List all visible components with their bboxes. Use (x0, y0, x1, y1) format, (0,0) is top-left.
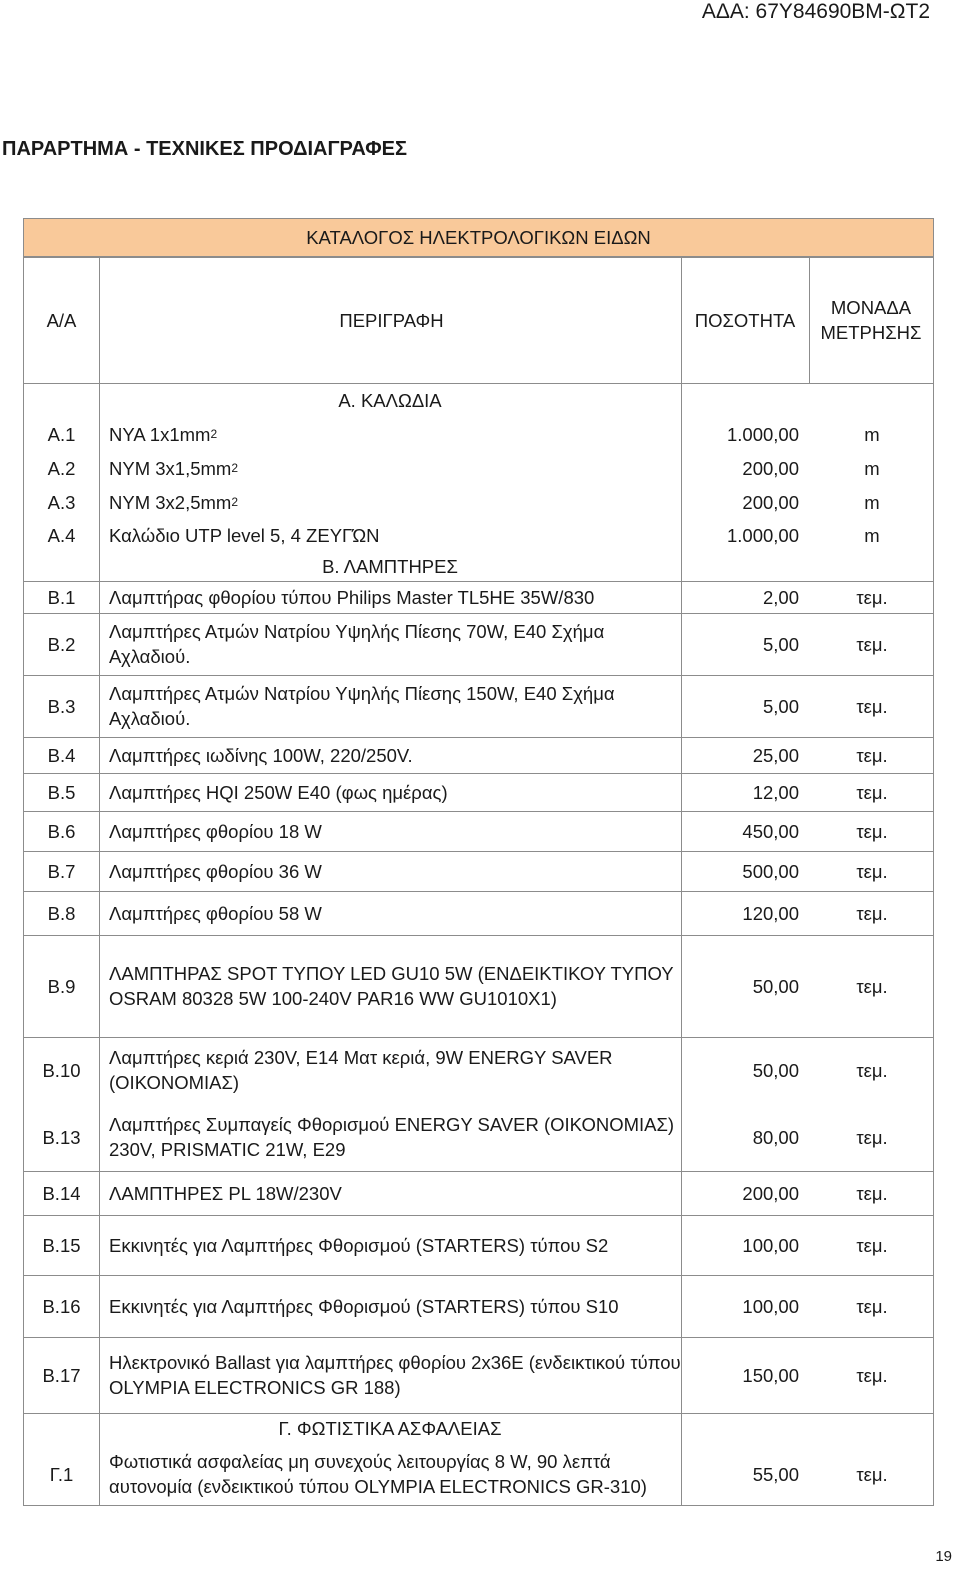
row-description: Λαμπτήρες φθορίου 36 W (109, 860, 322, 882)
header-desc: ΠΕΡΙΓΡΑΦΗ (339, 309, 444, 331)
header-unit-line2: ΜΕΤΡΗΣΗΣ (820, 322, 922, 343)
row-quantity: 450,00 (742, 820, 799, 842)
row-quantity: 100,00 (742, 1234, 799, 1256)
row-divider (24, 851, 933, 852)
row-unit: τεμ. (856, 1059, 888, 1081)
row-number: Β.15 (42, 1234, 81, 1256)
row-number: Β.14 (42, 1182, 81, 1204)
row-description: ΝΥΜ 3x2,5mm 2 (99, 485, 684, 519)
row-number: Γ.1 (49, 1463, 74, 1485)
row-quantity: 50,00 (752, 975, 799, 997)
row-description: Εκκινητές για Λαμπτήρες Φθορισμού (STARTERS) τύπου S2 (109, 1234, 609, 1256)
column-divider (681, 257, 682, 1505)
row-quantity: 200,00 (742, 1182, 799, 1204)
row-quantity: 100,00 (742, 1295, 799, 1317)
row-quantity: 55,00 (752, 1463, 799, 1485)
row-number: Β.10 (42, 1059, 81, 1081)
row-divider (24, 257, 933, 258)
row-number: Β.9 (47, 975, 76, 997)
row-quantity: 80,00 (752, 1126, 799, 1148)
row-divider (24, 675, 933, 676)
row-quantity: 5,00 (762, 695, 799, 717)
row-divider (24, 613, 933, 614)
row-description: Λαμπτήρας φθορίου τύπου Philips Master TL5HE 35W/830 (109, 586, 595, 608)
row-quantity: 2,00 (762, 586, 799, 608)
row-divider (24, 581, 933, 582)
row-number: Β.7 (47, 860, 76, 882)
row-description: ΝΥΜ 3x1,5mm 2 (99, 451, 684, 485)
row-description: Λαμπτήρες Ατμών Νατρίου Υψηλής Πίεσης 70W, Ε40 Σχήμα Αχλαδιού. (109, 621, 605, 667)
row-divider (24, 891, 933, 892)
row-unit: m (864, 457, 880, 479)
row-number: Α.3 (47, 491, 76, 513)
row-description: ΛΑΜΠΤΗΡΑΣ SPOT ΤΥΠΟΥ LED GU10 5W (ΕΝΔΕΙΚΤΙΚΟΥ ΤΥΠΟΥ OSRAM 80328 5W 100-240V PAR16 WW GU1010X1) (109, 963, 674, 1009)
row-quantity: 500,00 (742, 860, 799, 882)
items-table (23, 218, 934, 1506)
row-description: Ηλεκτρονικό Ballast για λαμπτήρες φθορίου 2x36E (ενδεικτικού τύπου OLYMPIA ELECTRONICS GR 188) (109, 1352, 681, 1398)
row-description: Λαμπτήρες Ατμών Νατρίου Υψηλής Πίεσης 150W, Ε40 Σχήμα Αχλαδιού. (109, 683, 615, 729)
row-unit: τεμ. (856, 1182, 888, 1204)
row-divider (24, 1037, 933, 1038)
row-number: Β.16 (42, 1295, 81, 1317)
row-unit: τεμ. (856, 975, 888, 997)
row-quantity: 1.000,00 (726, 423, 799, 445)
row-unit: τεμ. (856, 1364, 888, 1386)
row-divider (24, 811, 933, 812)
column-divider (809, 257, 810, 383)
row-description: Λαμπτήρες Συμπαγείς Φθορισμού ENERGY SAVER (ΟΙΚΟΝΟΜΙΑΣ) 230V, PRISMATIC 21W, E29 (109, 1114, 675, 1160)
row-quantity: 50,00 (752, 1059, 799, 1081)
row-number: Β.13 (42, 1126, 81, 1148)
row-unit: τεμ. (856, 744, 888, 766)
row-quantity: 120,00 (742, 902, 799, 924)
row-number: Β.6 (47, 820, 76, 842)
row-unit: m (864, 491, 880, 513)
row-quantity: 12,00 (752, 781, 799, 803)
row-description: Λαμπτήρες φθορίου 18 W (109, 820, 322, 842)
row-divider (24, 935, 933, 936)
row-description: Καλώδιο UTP level 5, 4 ΖΕΥΓΏΝ (109, 524, 380, 546)
row-description: Φωτιστικά ασφαλείας μη συνεχούς λειτουργίας 8 W, 90 λεπτά αυτονομία (ενδεικτικού τύπου OLYMPIA ELECTRONICS GR-310) (109, 1451, 647, 1497)
row-quantity: 5,00 (762, 633, 799, 655)
section-heading: Β. ΛΑΜΠΤΗΡΕΣ (322, 555, 458, 577)
row-divider (24, 1215, 933, 1216)
unit-superscript: 2 (231, 461, 239, 475)
row-quantity: 1.000,00 (726, 524, 799, 546)
header-no: Α/Α (46, 309, 77, 331)
header-qty: ΠΟΣΟΤΗΤΑ (694, 309, 796, 331)
row-description: Λαμπτήρες HQI 250W E40 (φως ημέρας) (109, 781, 448, 803)
page-number: 19 (935, 1548, 952, 1565)
row-unit: τεμ. (856, 695, 888, 717)
row-unit: τεμ. (856, 1126, 888, 1148)
section-heading: Γ. ΦΩΤΙΣΤΙΚΑ ΑΣΦΑΛΕΙΑΣ (278, 1417, 502, 1439)
row-quantity: 150,00 (742, 1364, 799, 1386)
row-number: Β.2 (47, 633, 76, 655)
row-quantity: 200,00 (742, 457, 799, 479)
row-quantity: 25,00 (752, 744, 799, 766)
header-unit (809, 257, 933, 383)
row-unit: τεμ. (856, 1295, 888, 1317)
row-unit: m (864, 423, 880, 445)
table-title: ΚΑΤΑΛΟΓΟΣ ΗΛΕΚΤΡΟΛΟΓΙΚΩΝ ΕΙΔΩΝ (24, 219, 933, 257)
row-unit: m (864, 524, 880, 546)
page-title: ΠΑΡΑΡΤΗΜΑ - ΤΕΧΝΙΚΕΣ ΠΡΟΔΙΑΓΡΑΦΕΣ (2, 138, 408, 160)
section-heading: Α. ΚΑΛΩΔΙΑ (338, 389, 442, 411)
row-number: Α.4 (47, 524, 76, 546)
row-number: Α.2 (47, 457, 76, 479)
unit-superscript: 2 (231, 495, 239, 509)
row-divider (24, 383, 933, 384)
row-divider (24, 1275, 933, 1276)
row-divider (24, 773, 933, 774)
header-unit-line1: ΜΟΝΑΔΑ (830, 297, 912, 318)
row-divider (24, 1413, 933, 1414)
row-number: Β.17 (42, 1364, 81, 1386)
unit-superscript: 2 (210, 427, 218, 441)
row-divider (24, 1171, 933, 1172)
row-unit: τεμ. (856, 1463, 888, 1485)
row-unit: τεμ. (856, 781, 888, 803)
row-unit: τεμ. (856, 820, 888, 842)
row-unit: τεμ. (856, 586, 888, 608)
row-unit: τεμ. (856, 902, 888, 924)
row-quantity: 200,00 (742, 491, 799, 513)
row-description: Εκκινητές για Λαμπτήρες Φθορισμού (STARTERS) τύπου S10 (109, 1295, 619, 1317)
row-number: Β.4 (47, 744, 76, 766)
row-number: Α.1 (47, 423, 76, 445)
row-unit: τεμ. (856, 633, 888, 655)
row-number: Β.5 (47, 781, 76, 803)
row-divider (24, 737, 933, 738)
row-description: Λαμπτήρες κεριά 230V, E14 Ματ κεριά, 9W ENERGY SAVER (ΟΙΚΟΝΟΜΙΑΣ) (109, 1047, 613, 1093)
row-unit: τεμ. (856, 860, 888, 882)
row-unit: τεμ. (856, 1234, 888, 1256)
row-description: ΛΑΜΠΤΗΡΕΣ PL 18W/230V (109, 1182, 342, 1204)
row-number: Β.1 (47, 586, 76, 608)
row-description: ΝΥΑ 1x1mm 2 (99, 417, 684, 451)
row-description: Λαμπτήρες φθορίου 58 W (109, 902, 322, 924)
row-number: Β.3 (47, 695, 76, 717)
ada-code: ΑΔΑ: 67Υ84690ΒΜ-ΩΤ2 (701, 0, 930, 23)
row-divider (24, 1337, 933, 1338)
row-description: Λαμπτήρες ιωδίνης 100W, 220/250V. (109, 744, 413, 766)
column-divider (99, 257, 100, 1505)
row-number: Β.8 (47, 902, 76, 924)
